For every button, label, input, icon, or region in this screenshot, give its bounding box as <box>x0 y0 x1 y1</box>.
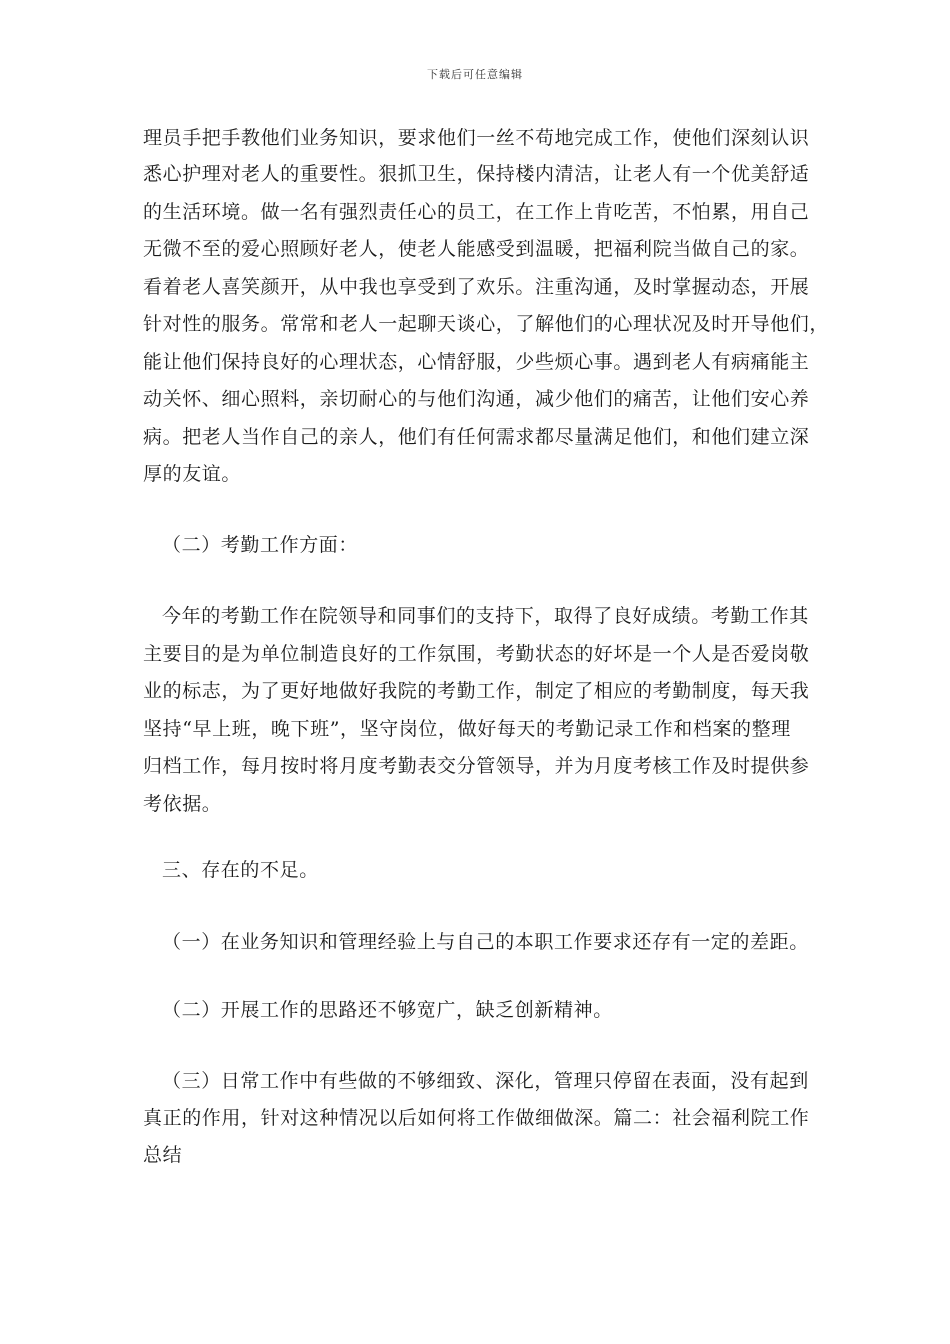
body-line: 主要目的是为单位制造良好的工作氛围，考勤状态的好坏是一个人是否爱岗敬 <box>143 643 810 665</box>
body-line: 看着老人喜笑颜开，从中我也享受到了欢乐。注重沟通，及时掌握动态，开展 <box>143 276 810 298</box>
body-line: 能让他们保持良好的心理状态，心情舒服，少些烦心事。遇到老人有病痛能主 <box>143 351 810 373</box>
body-line: 理员手把手教他们业务知识，要求他们一丝不苟地完成工作，使他们深刻认识 <box>143 127 810 149</box>
body-line: 今年的考勤工作在院领导和同事们的支持下，取得了良好成绩。考勤工作其 <box>162 605 809 627</box>
body-line: 坚持“早上班，晚下班”，坚守岗位，做好每天的考勤记录工作和档案的整理 <box>143 718 791 740</box>
body-line: 无微不至的爱心照顾好老人，使老人能感受到温暖，把福利院当做自己的家。 <box>143 238 810 260</box>
body-line: 悉心护理对老人的重要性。狠抓卫生，保持楼内清洁，让老人有一个优美舒适 <box>143 163 810 185</box>
body-line: 归档工作，每月按时将月度考勤表交分管领导，并为月度考核工作及时提供参 <box>143 755 810 777</box>
section-heading: （二）考勤工作方面： <box>162 534 359 556</box>
body-line: 真正的作用，针对这种情况以后如何将工作做细做深。篇二：社会福利院工作 <box>143 1107 810 1129</box>
body-line: 动关怀、细心照料，亲切耐心的与他们沟通，减少他们的痛苦，让他们安心养 <box>143 388 810 410</box>
body-line: 病。把老人当作自己的亲人，他们有任何需求都尽量满足他们，和他们建立深 <box>143 426 810 448</box>
body-line: 业的标志，为了更好地做好我院的考勤工作，制定了相应的考勤制度，每天我 <box>143 680 810 702</box>
body-line: 总结 <box>143 1144 183 1166</box>
body-line: 考依据。 <box>143 793 222 815</box>
list-item: （一）在业务知识和管理经验上与自己的本职工作要求还存有一定的差距。 <box>162 931 809 953</box>
page-header-note: 下载后可任意编辑 <box>427 68 523 81</box>
list-item: （三）日常工作中有些做的不够细致、深化，管理只停留在表面，没有起到 <box>162 1070 809 1092</box>
body-line: 的生活环境。做一名有强烈责任心的员工，在工作上肯吃苦，不怕累，用自己 <box>143 201 810 223</box>
body-line: 厚的友谊。 <box>143 463 242 485</box>
list-item: （二）开展工作的思路还不够宽广，缺乏创新精神。 <box>162 999 613 1021</box>
body-line: 针对性的服务。常常和老人一起聊天谈心，了解他们的心理状况及时开导他们， <box>143 313 830 335</box>
section-heading: 三、存在的不足。 <box>162 859 319 881</box>
